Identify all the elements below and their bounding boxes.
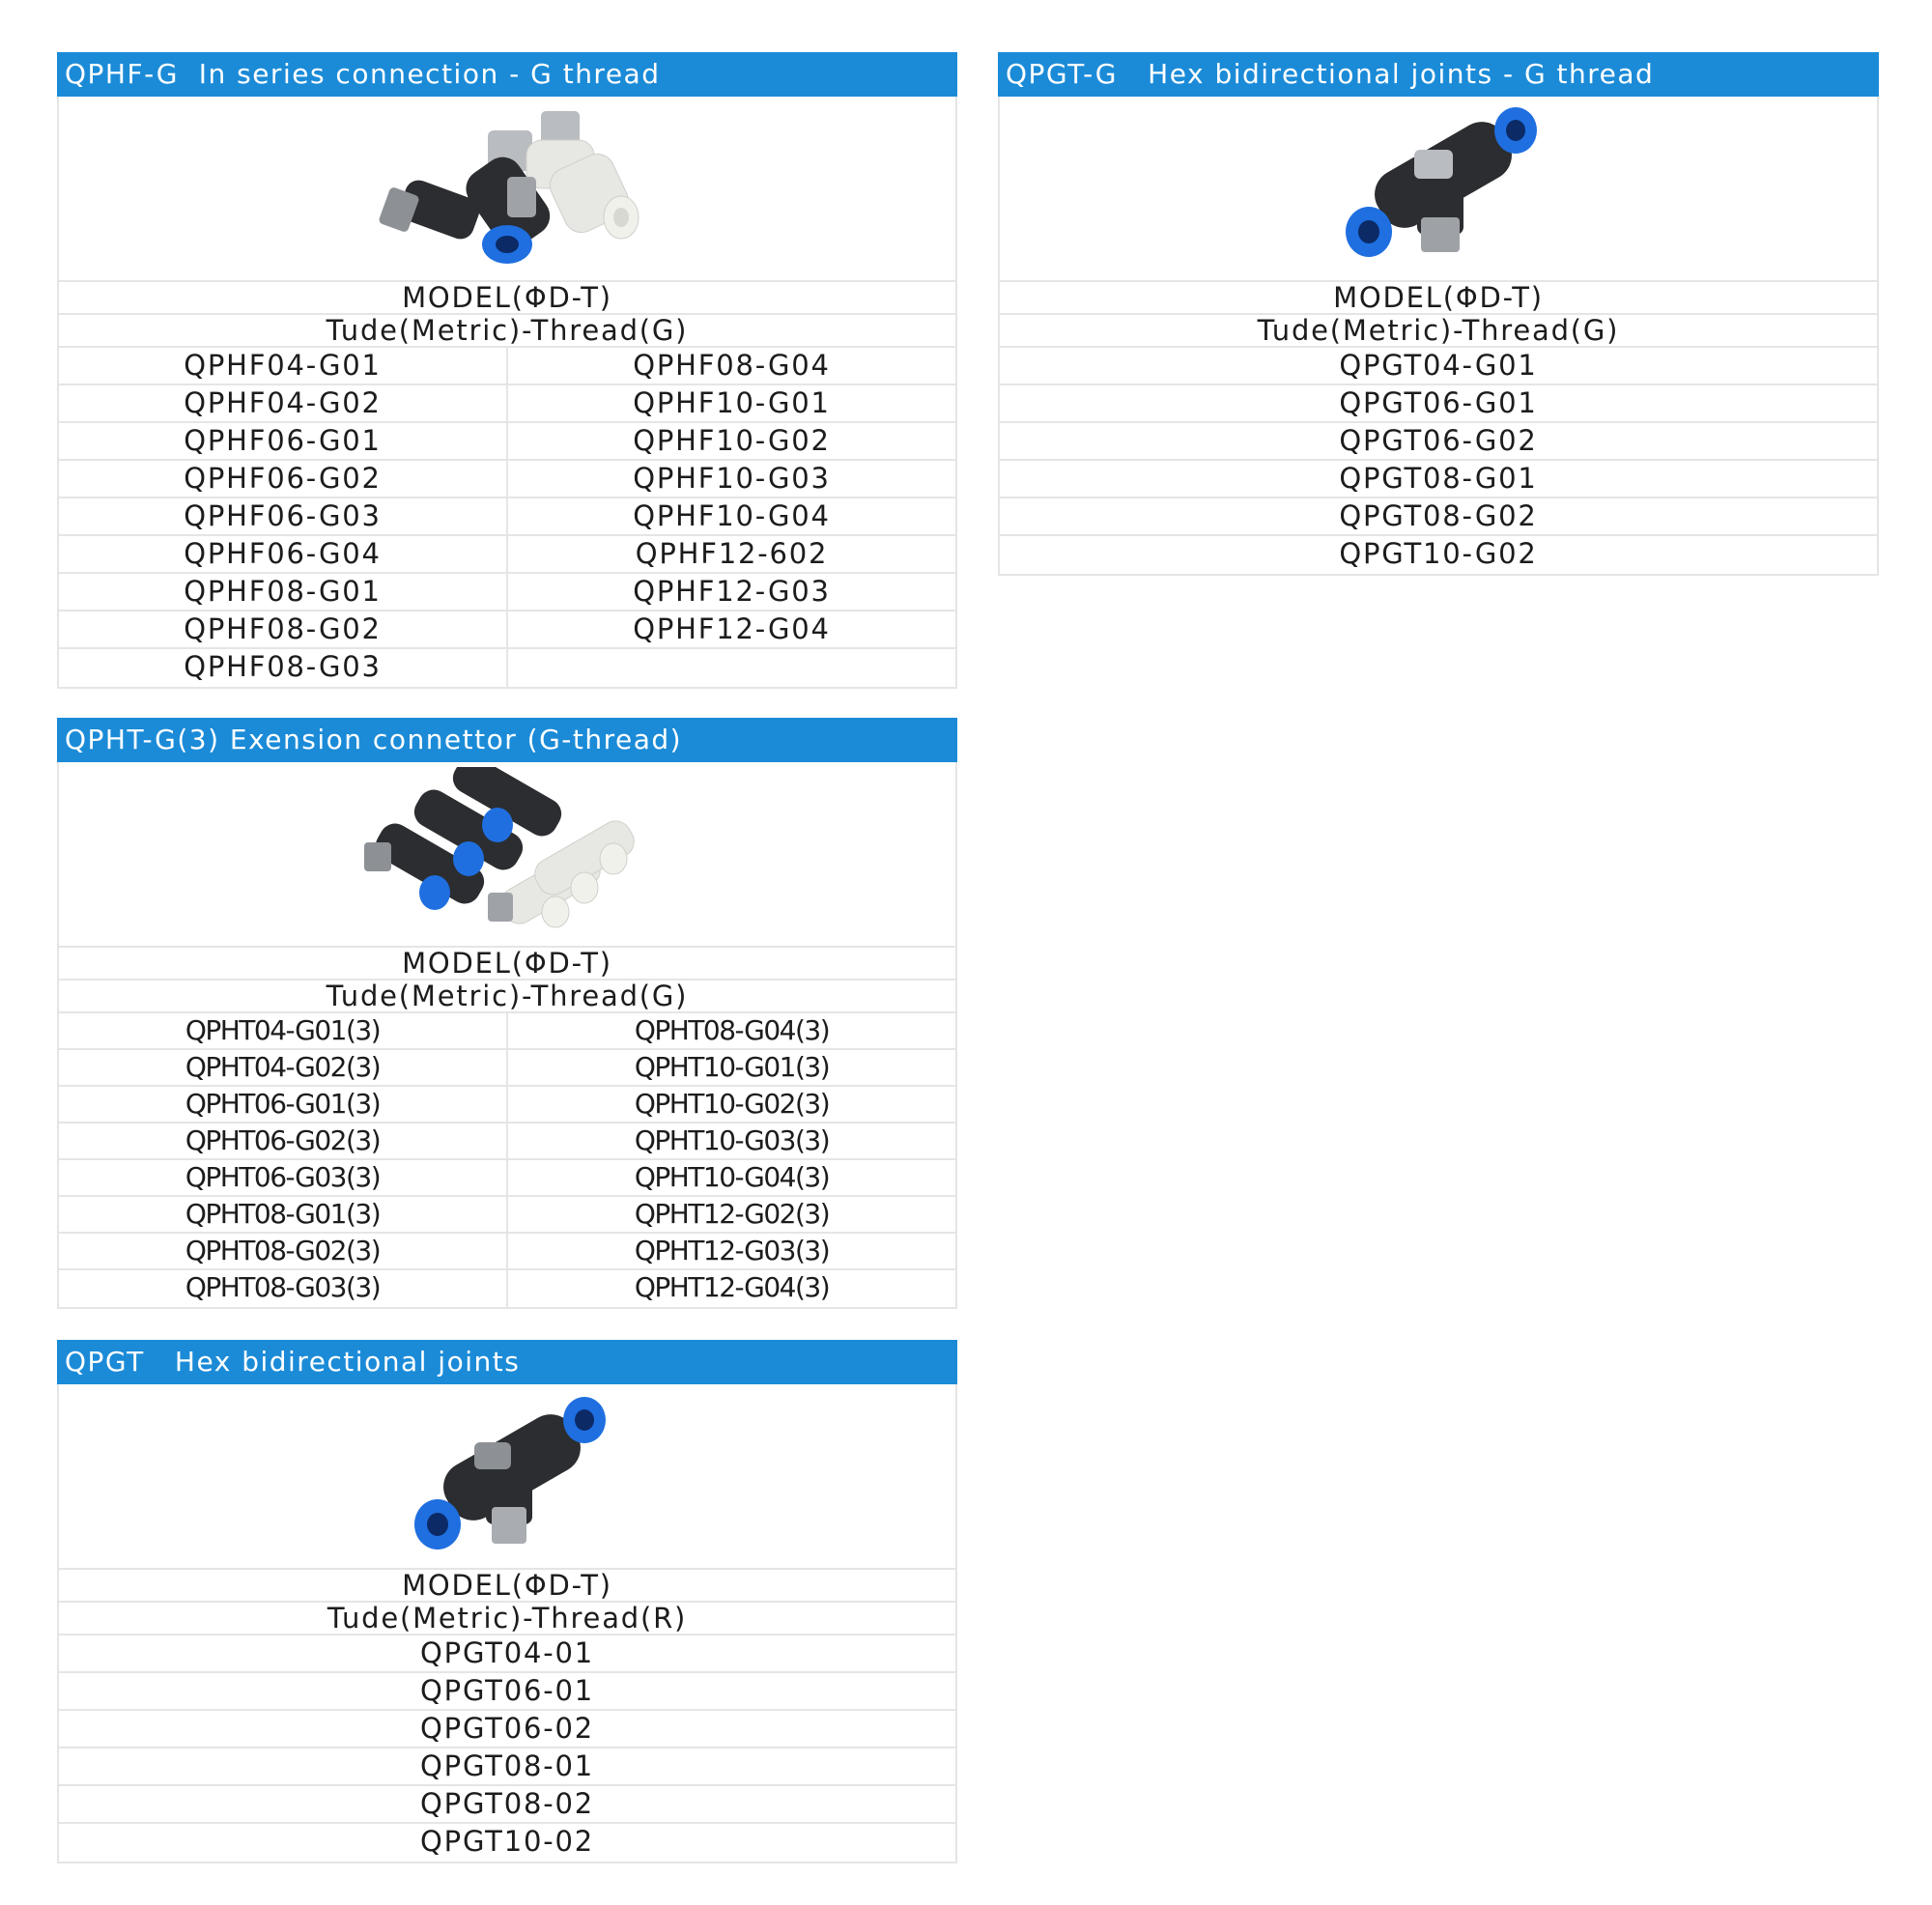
thread-label: Tude(Metric)-Thread(R) xyxy=(327,1602,688,1635)
table-row xyxy=(59,1160,955,1197)
model-cell: QPGT08-01 xyxy=(420,1749,594,1782)
table-row xyxy=(59,1786,955,1824)
table-row xyxy=(59,649,955,687)
table-row xyxy=(59,1824,955,1862)
model-cell: QPHT04-G02(3) xyxy=(185,1051,381,1083)
model-cell: QPHF10-G02 xyxy=(506,423,955,459)
table-row xyxy=(1000,461,1877,498)
model-cell: QPHF04-G01 xyxy=(184,349,382,382)
qpgt-g-title: QPGT-G Hex bidirectional joints - G thread xyxy=(998,52,1879,97)
model-cell: QPHT12-G04(3) xyxy=(506,1270,955,1307)
tee-fitting-r-thread-illustration xyxy=(401,1389,613,1563)
model-cell: QPHF06-G01 xyxy=(184,424,382,457)
table-row xyxy=(1000,385,1877,423)
model-cell: QPGT08-G01 xyxy=(1339,462,1538,495)
model-cell: QPHT10-G03(3) xyxy=(506,1123,955,1158)
qpgt-g-model-label-row xyxy=(1000,282,1877,315)
qpht-g3-product-image xyxy=(59,762,955,948)
model-cell: QPHT10-G01(3) xyxy=(506,1050,955,1085)
model-cell: QPHT10-G04(3) xyxy=(506,1160,955,1195)
model-cell: QPHT08-G02(3) xyxy=(185,1235,381,1266)
model-cell: QPGT04-01 xyxy=(420,1636,594,1669)
model-cell: QPHT12-G02(3) xyxy=(506,1197,955,1232)
model-cell: QPHF04-G02 xyxy=(184,386,382,419)
model-label: MODEL(ΦD-T) xyxy=(402,947,612,980)
model-cell: QPHF06-G03 xyxy=(184,499,382,532)
model-cell: QPGT06-01 xyxy=(420,1674,594,1707)
qpgt-g-product-image xyxy=(1000,97,1877,282)
table-row xyxy=(59,348,955,385)
qphf-g-table xyxy=(57,97,957,689)
model-cell: QPHF10-G04 xyxy=(506,498,955,534)
model-cell: QPHF10-G03 xyxy=(506,461,955,497)
table-row xyxy=(59,498,955,536)
qpgt-product-image xyxy=(59,1384,955,1570)
model-cell: QPHT04-G01(3) xyxy=(185,1014,381,1046)
qpgt-panel xyxy=(57,1340,957,1863)
model-label: MODEL(ΦD-T) xyxy=(402,281,612,314)
qpht-g3-thread-label-row xyxy=(59,981,955,1013)
model-cell: QPHF08-G04 xyxy=(506,348,955,384)
table-row xyxy=(59,1087,955,1123)
table-row xyxy=(1000,498,1877,536)
table-row xyxy=(1000,536,1877,574)
qpht-g3-table xyxy=(57,762,957,1309)
model-cell: QPGT06-G01 xyxy=(1339,386,1538,419)
model-label: MODEL(ΦD-T) xyxy=(402,1569,612,1602)
table-row xyxy=(59,611,955,649)
table-row xyxy=(59,1050,955,1087)
qpgt-model-label-row xyxy=(59,1570,955,1603)
thread-label: Tude(Metric)-Thread(G) xyxy=(326,314,689,347)
model-cell: QPHF08-G01 xyxy=(184,575,382,608)
qphf-g-panel xyxy=(57,52,957,689)
qphf-g-model-label-row xyxy=(59,282,955,315)
elbow-fittings-illustration xyxy=(362,101,652,275)
model-cell: QPHT06-G01(3) xyxy=(185,1088,381,1120)
model-cell: QPHT08-G01(3) xyxy=(185,1198,381,1230)
thread-label: Tude(Metric)-Thread(G) xyxy=(1257,314,1620,347)
table-row xyxy=(59,1123,955,1160)
model-label: MODEL(ΦD-T) xyxy=(1333,281,1544,314)
table-row xyxy=(59,1234,955,1270)
qphf-g-product-image xyxy=(59,97,955,282)
table-row xyxy=(59,1711,955,1749)
qpgt-g-panel xyxy=(998,52,1879,576)
qphf-g-title: QPHF-G In series connection - G thread xyxy=(57,52,957,97)
extension-connectors-illustration xyxy=(353,767,662,941)
model-cell: QPGT08-02 xyxy=(420,1787,594,1820)
qphf-g-thread-label-row xyxy=(59,315,955,348)
table-row xyxy=(59,1013,955,1050)
table-row xyxy=(59,574,955,611)
table-row xyxy=(1000,423,1877,461)
table-row xyxy=(59,1635,955,1673)
qpgt-table xyxy=(57,1384,957,1863)
model-cell: QPHT08-G04(3) xyxy=(506,1013,955,1048)
qpht-g3-title: QPHT-G(3) Exension connettor (G-thread) xyxy=(57,718,957,762)
model-cell: QPHF08-G03 xyxy=(184,650,382,683)
model-cell xyxy=(506,649,955,687)
model-cell: QPHT08-G03(3) xyxy=(185,1271,381,1303)
model-cell: QPHF12-602 xyxy=(506,536,955,572)
table-row xyxy=(59,461,955,498)
qpgt-g-table xyxy=(998,97,1879,576)
table-row xyxy=(59,385,955,423)
table-row xyxy=(59,423,955,461)
model-cell: QPGT04-G01 xyxy=(1339,349,1538,382)
table-row xyxy=(59,1749,955,1786)
tee-fitting-illustration xyxy=(1332,101,1545,275)
model-cell: QPGT06-G02 xyxy=(1339,424,1538,457)
qpgt-title: QPGT Hex bidirectional joints xyxy=(57,1340,957,1384)
model-cell: QPHT12-G03(3) xyxy=(506,1234,955,1268)
table-row xyxy=(1000,348,1877,385)
qpht-g3-panel xyxy=(57,718,957,1309)
model-cell: QPHT06-G02(3) xyxy=(185,1124,381,1156)
model-cell: QPHT06-G03(3) xyxy=(185,1161,381,1193)
qpht-g3-model-label-row xyxy=(59,948,955,981)
model-cell: QPHF06-G02 xyxy=(184,462,382,495)
table-row xyxy=(59,1270,955,1307)
model-cell: QPHT10-G02(3) xyxy=(506,1087,955,1122)
model-cell: QPGT08-G02 xyxy=(1339,499,1538,532)
model-cell: QPHF06-G04 xyxy=(184,537,382,570)
model-cell: QPGT10-G02 xyxy=(1339,537,1538,570)
qpgt-thread-label-row xyxy=(59,1603,955,1635)
table-row xyxy=(59,1197,955,1234)
model-cell: QPHF12-G04 xyxy=(506,611,955,647)
model-cell: QPHF12-G03 xyxy=(506,574,955,610)
model-cell: QPGT10-02 xyxy=(420,1825,594,1858)
thread-label: Tude(Metric)-Thread(G) xyxy=(326,980,689,1012)
table-row xyxy=(59,1673,955,1711)
table-row xyxy=(59,536,955,574)
model-cell: QPHF08-G02 xyxy=(184,612,382,645)
model-cell: QPHF10-G01 xyxy=(506,385,955,421)
qpgt-g-thread-label-row xyxy=(1000,315,1877,348)
model-cell: QPGT06-02 xyxy=(420,1712,594,1745)
